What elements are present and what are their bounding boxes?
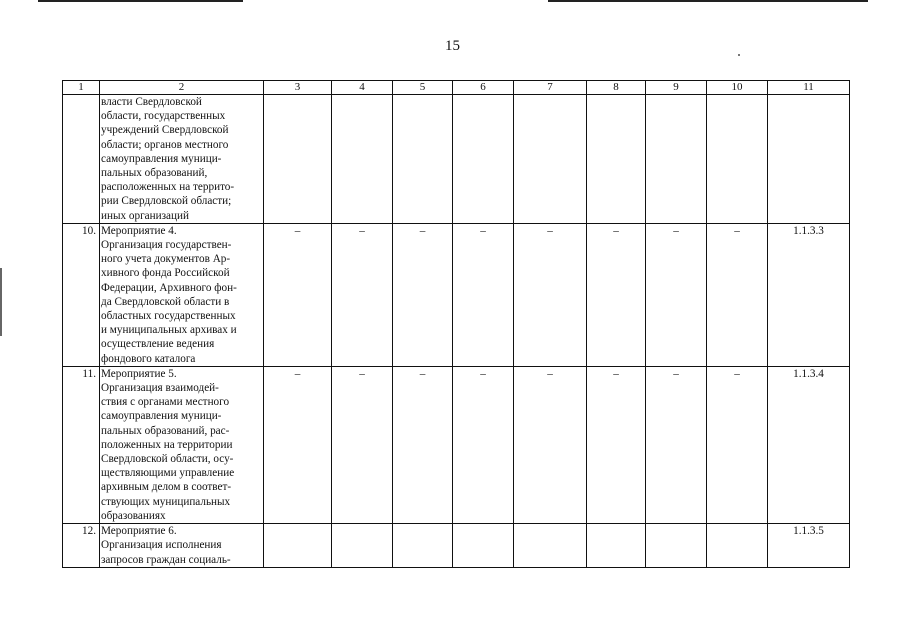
scan-margin-mark — [0, 268, 2, 336]
value-cell-col-10 — [707, 95, 768, 224]
value-cell-col-6: – — [453, 366, 514, 523]
value-cell-col-10: – — [707, 223, 768, 366]
value-cell-col-5 — [393, 95, 453, 224]
column-header-9: 9 — [646, 81, 707, 95]
description-line: учреждений Свердловской — [101, 124, 229, 137]
description-line: Организация исполнения — [101, 539, 222, 552]
target-code: 1.1.3.5 — [768, 524, 850, 568]
description-line: и муниципальных архивах и — [101, 324, 237, 337]
value-cell-col-10 — [707, 524, 768, 568]
header-row — [63, 81, 850, 95]
column-header-5: 5 — [393, 81, 453, 95]
description-line: пальных образований, рас- — [101, 424, 230, 437]
value-cell-col-3 — [264, 524, 332, 568]
description-line: пальных образований, — [101, 167, 208, 180]
table-body — [63, 95, 850, 568]
value-cell-col-7: – — [514, 366, 587, 523]
value-cell-col-4: – — [332, 366, 393, 523]
row-number: 11. — [63, 366, 100, 523]
value-cell-col-6 — [453, 95, 514, 224]
value-cell-col-9: – — [646, 223, 707, 366]
value-cell-col-9: – — [646, 366, 707, 523]
page-number: 15 — [445, 38, 460, 54]
description-line: областных государственных — [101, 310, 236, 323]
target-code: 1.1.3.4 — [768, 366, 850, 523]
description-line: самоуправления муници- — [101, 152, 222, 165]
value-cell-col-4 — [332, 95, 393, 224]
program-table — [62, 80, 850, 568]
row-number: 12. — [63, 524, 100, 568]
value-cell-col-3 — [264, 95, 332, 224]
description-line: Организация взаимодей- — [101, 382, 219, 395]
value-cell-col-7 — [514, 524, 587, 568]
row-number — [63, 95, 100, 224]
description-line: фондового каталога — [101, 352, 196, 365]
column-header-11: 11 — [768, 81, 850, 95]
value-cell-col-7 — [514, 95, 587, 224]
value-cell-col-7: – — [514, 223, 587, 366]
description-line: положенных на территории — [101, 438, 233, 451]
description-line: ного учета документов Ар- — [101, 253, 231, 266]
description-line: Свердловской области, осу- — [101, 453, 234, 466]
value-cell-col-6 — [453, 524, 514, 568]
column-header-4: 4 — [332, 81, 393, 95]
column-header-8: 8 — [587, 81, 646, 95]
description-line: ствующих муниципальных — [101, 495, 231, 508]
column-header-3: 3 — [264, 81, 332, 95]
row-description — [100, 223, 264, 366]
scan-edge-right — [548, 0, 868, 2]
table-row — [63, 95, 850, 224]
description-line: образованиях — [101, 509, 166, 522]
description-line: ствия с органами местного — [101, 396, 230, 409]
description-line: архивным делом в соответ- — [101, 481, 232, 494]
column-header-1: 1 — [63, 81, 100, 95]
value-cell-col-10: – — [707, 366, 768, 523]
table-row — [63, 366, 850, 523]
target-code — [768, 95, 850, 224]
description-line: запросов граждан социаль- — [101, 553, 231, 566]
value-cell-col-5: – — [393, 223, 453, 366]
row-description — [100, 366, 264, 523]
row-description — [100, 524, 264, 568]
description-line: ществляющими управление — [101, 467, 235, 480]
description-line: самоуправления муници- — [101, 410, 222, 423]
value-cell-col-9 — [646, 524, 707, 568]
value-cell-col-5 — [393, 524, 453, 568]
value-cell-col-5: – — [393, 366, 453, 523]
value-cell-col-8 — [587, 95, 646, 224]
scan-edge-left — [38, 0, 243, 2]
description-line: иных организаций — [101, 209, 189, 222]
description-line: осуществление ведения — [101, 338, 215, 351]
value-cell-col-4 — [332, 524, 393, 568]
description-line: рии Свердловской области; — [101, 195, 232, 208]
description-line: Организация государствен- — [101, 239, 232, 252]
table-row — [63, 223, 850, 366]
description-line: Мероприятие 6. — [101, 525, 177, 538]
table-row — [63, 524, 850, 568]
description-line: Федерации, Архивного фон- — [101, 281, 237, 294]
description-line: области; органов местного — [101, 138, 229, 151]
value-cell-col-3: – — [264, 223, 332, 366]
description-line: хивного фонда Российской — [101, 267, 230, 280]
value-cell-col-8: – — [587, 366, 646, 523]
value-cell-col-8 — [587, 524, 646, 568]
column-header-7: 7 — [514, 81, 587, 95]
description-line: расположенных на террито- — [101, 181, 235, 194]
column-header-10: 10 — [707, 81, 768, 95]
value-cell-col-8: – — [587, 223, 646, 366]
description-line: власти Свердловской — [101, 96, 202, 108]
column-header-2: 2 — [100, 81, 264, 95]
value-cell-col-6: – — [453, 223, 514, 366]
value-cell-col-9 — [646, 95, 707, 224]
column-header-6: 6 — [453, 81, 514, 95]
row-description — [100, 95, 264, 224]
target-code: 1.1.3.3 — [768, 223, 850, 366]
value-cell-col-4: – — [332, 223, 393, 366]
value-cell-col-3: – — [264, 366, 332, 523]
description-line: Мероприятие 5. — [101, 367, 177, 380]
description-line: Мероприятие 4. — [101, 224, 177, 237]
description-line: да Свердловской области в — [101, 295, 230, 308]
description-line: области, государственных — [101, 110, 226, 123]
row-number: 10. — [63, 223, 100, 366]
